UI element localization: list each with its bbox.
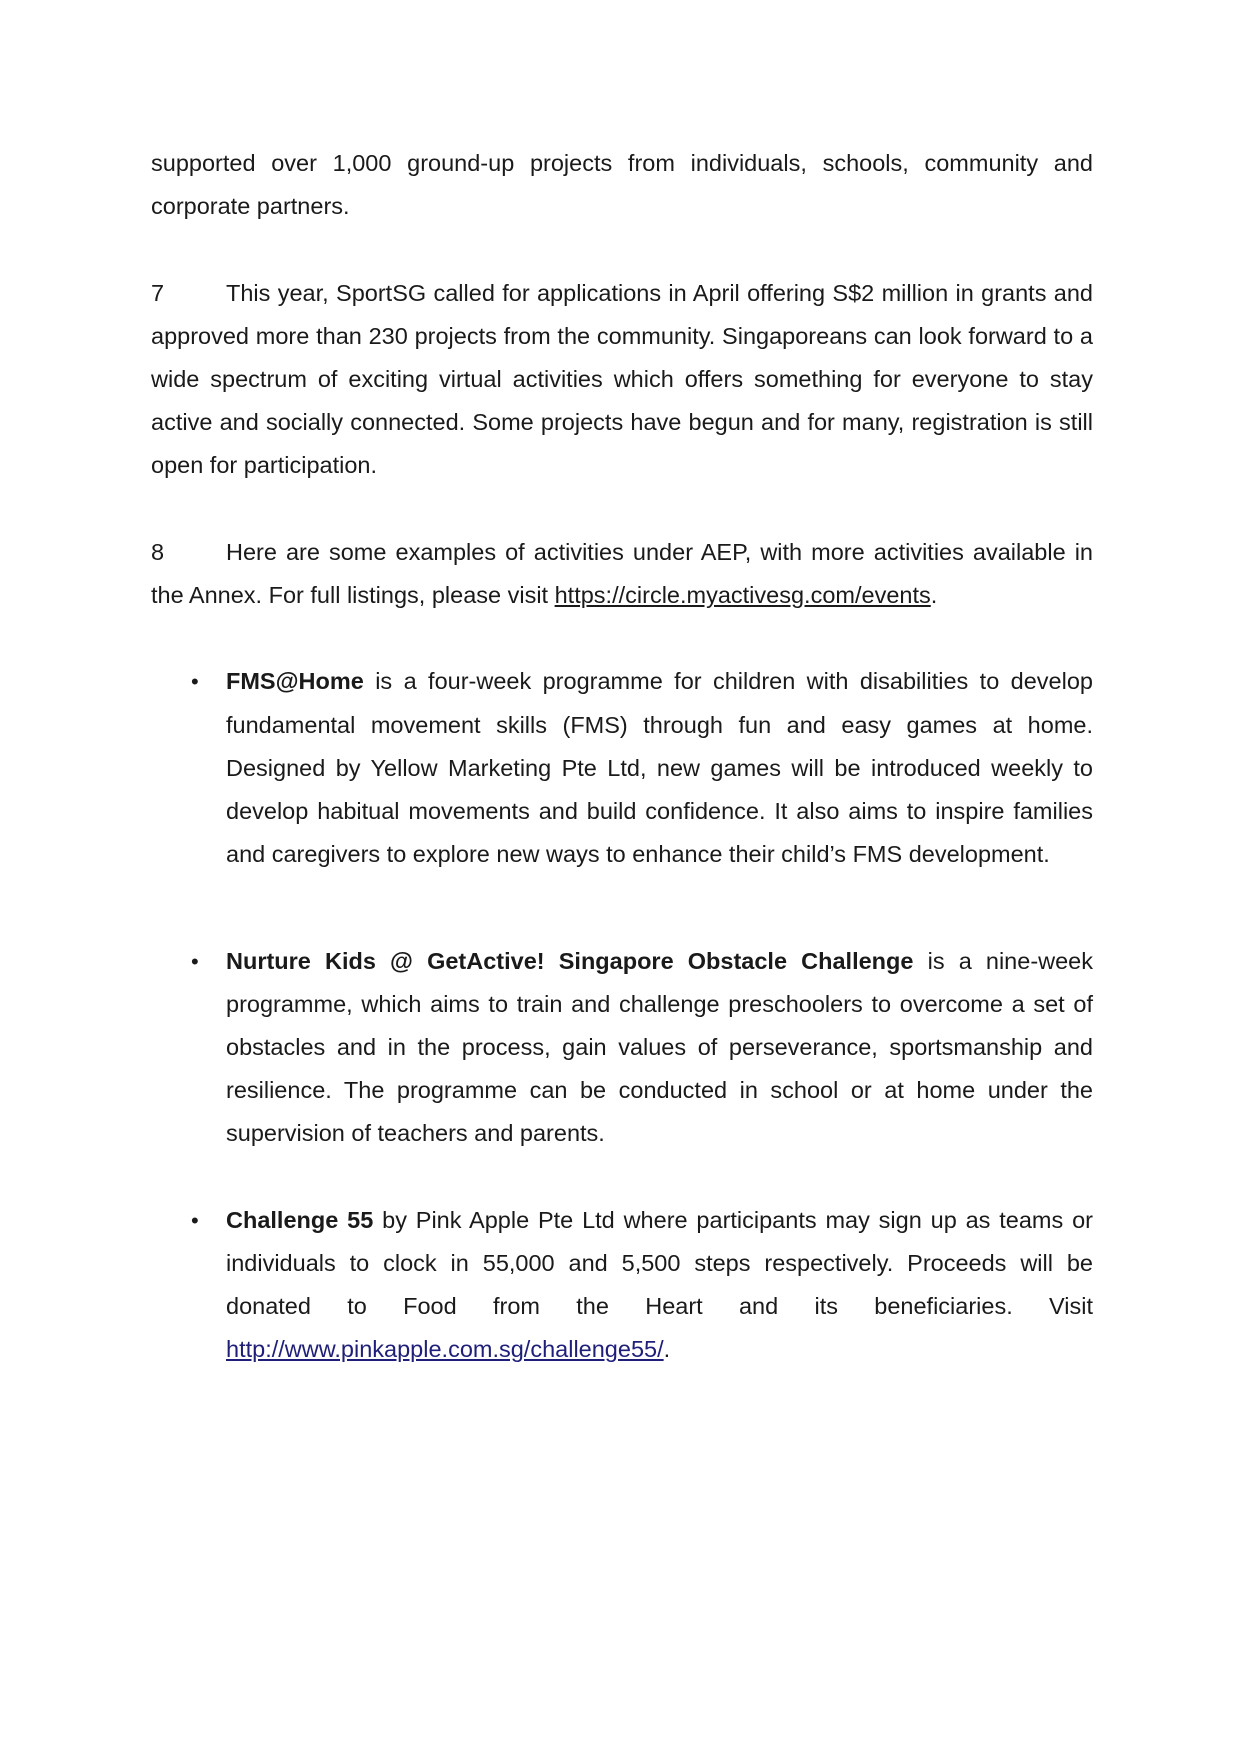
list-gap	[151, 1156, 1093, 1199]
paragraph-8-text: Here are some examples of activities under AEP, with more activities available in the Annex. For full listings, please visit	[151, 538, 1093, 608]
list-item-nurture-kids	[151, 940, 1093, 1156]
paragraph-gap	[151, 617, 1093, 660]
paragraph-continuation-text: supported over 1,000 ground-up projects from individuals, schools, community and corporate partners.	[151, 150, 1093, 220]
paragraph-gap	[151, 228, 1093, 271]
bullet-icon: •	[191, 948, 199, 974]
activity-description: is a four-week programme for children with disabilities to develop fundamental movement skills (FMS) through fun and easy games at home. Designed by Yellow Marketing Pte Ltd, new games will be introduced weekly to develop habitual movements and build confidence. It also aims to inspire families and caregivers to explore new ways to enhance their child’s FMS development.	[226, 668, 1093, 868]
activity-description-end: .	[663, 1336, 671, 1363]
activity-title: Challenge 55	[226, 1206, 374, 1233]
paragraph-gap	[151, 488, 1093, 531]
pinkapple-link[interactable]: http://www.pinkapple.com.sg/challenge55/	[226, 1336, 664, 1363]
paragraph-number: 7	[151, 279, 165, 306]
list-item-challenge-55	[151, 1199, 1093, 1372]
list-gap	[151, 920, 1093, 940]
bullet-icon: •	[191, 1207, 199, 1233]
activity-description: by Pink Apple Pte Ltd where participants may sign up as teams or individuals to clock in 55,000 and 5,500 steps respectively. Proceeds will be donated to Food from the Heart and its beneficiaries. Visit	[226, 1206, 1093, 1320]
list-gap	[151, 876, 1093, 919]
activity-title: FMS@Home	[226, 668, 364, 695]
paragraph-7	[151, 272, 1093, 488]
paragraph-continuation	[151, 142, 1093, 228]
paragraph-7-text: This year, SportSG called for applications in April offering S$2 million in grants and approved more than 230 projects from the community. Singaporeans can look forward to a wide spectrum of exciting virtual activities which offers something for everyone to stay active and socially connected. Some projects have begun and for many, registration is still open for participation.	[151, 279, 1093, 479]
list-item-fms-home	[151, 660, 1093, 876]
paragraph-8	[151, 531, 1093, 617]
bullet-icon: •	[191, 669, 199, 695]
activity-description: is a nine-week programme, which aims to train and challenge preschoolers to overcome a set of obstacles and in the process, gain values of perseverance, sportsmanship and resilience. The programme can be conducted in school or at home under the supervision of teachers and parents.	[226, 947, 1093, 1147]
activity-title: Nurture Kids @ GetActive! Singapore Obstacle Challenge	[226, 947, 914, 974]
activity-list	[151, 660, 1093, 1371]
paragraph-number: 8	[151, 538, 165, 565]
document-page	[151, 142, 1093, 1372]
events-link[interactable]: https://circle.myactivesg.com/events	[554, 582, 931, 608]
paragraph-8-end: .	[930, 582, 938, 608]
